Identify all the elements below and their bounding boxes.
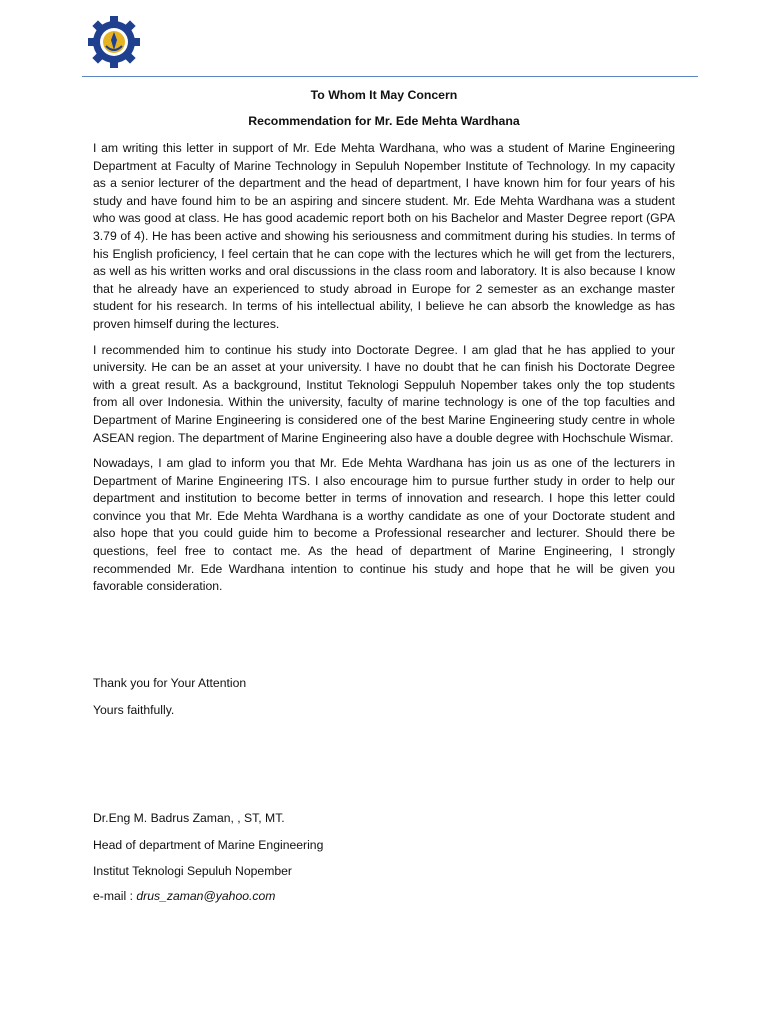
signatory-institution: Institut Teknologi Sepuluh Nopember [93,864,292,878]
closing-salutation: Yours faithfully. [93,703,175,717]
header-divider [82,76,698,77]
paragraph-2: I recommended him to continue his study into Doctorate Degree. I am glad that he has applied to your university. He can be an asset at your university. I have no doubt that he can finish his Doctorate Degree with a great result. As a background, Institut Teknologi Seppuluh Nopember takes only the top students from all over Indonesia. Within the university, faculty of marine technology is one of the top faculties and Department of Marine Engineering is considered one of the best Marine Engineering study centre in whole ASEAN region. The department of Marine Engineering also have a double degree with Hochschule Wismar. [93,342,675,445]
email-address[interactable]: drus_zaman@yahoo.com [136,889,276,903]
letter-body [93,140,675,604]
signatory-name: Dr.Eng M. Badrus Zaman, , ST, MT. [93,811,285,825]
letter-heading: To Whom It May Concern [310,88,458,102]
signatory-position: Head of department of Marine Engineering [93,838,324,852]
paragraph-1: I am writing this letter in support of Mr. Ede Mehta Wardhana, who was a student of Marine Engineering Department at Faculty of Marine Technology in Sepuluh Nopember Institute of Technology. In my capacity as a senior lecturer of the department and the head of department, I have known him for four years of his study and have found him to be an aspiring and sincere student. Mr. Ede Mehta Wardhana was a student who was good at class. He has good academic report both on his Bachelor and Master Degree report (GPA 3.79 of 4). He has been active and showing his seriousness and commitment during his studies. In terms of his English proficiency, I feel certain that he can cope with the lectures which he will get from the lecturers, as well as his written works and oral discussions in the class room and laboratory. It is also because I know that he already have an experienced to study abroad in Europe for 2 semester as an exchange master student for his research. In terms of his intellectual ability, I believe he can absorb the knowledge as has proven himself during the lectures. [93,141,675,331]
letter-subject: Recommendation for Mr. Ede Mehta Wardhana [248,114,520,128]
closing-thanks: Thank you for Your Attention [93,676,247,690]
signatory-email-line [93,889,275,903]
institution-logo-icon [86,12,146,68]
email-label: e-mail : [93,889,133,903]
paragraph-3: Nowadays, I am glad to inform you that Mr. Ede Mehta Wardhana has join us as one of the lecturers in Department of Marine Engineering ITS. I also encourage him to pursue further study in order to help our department and institution to become better in terms of innovation and research. I hope this letter could convince you that Mr. Ede Mehta Wardhana is a worthy candidate as one of your Doctorate student and also hope that you could guide him to become a Professional researcher and lecturer. Should there be questions, feel free to contact me. As the head of department of Marine Engineering, I strongly recommended Mr. Ede Wardhana intention to continue his study and hope that he will be given you favorable consideration. [93,456,675,594]
